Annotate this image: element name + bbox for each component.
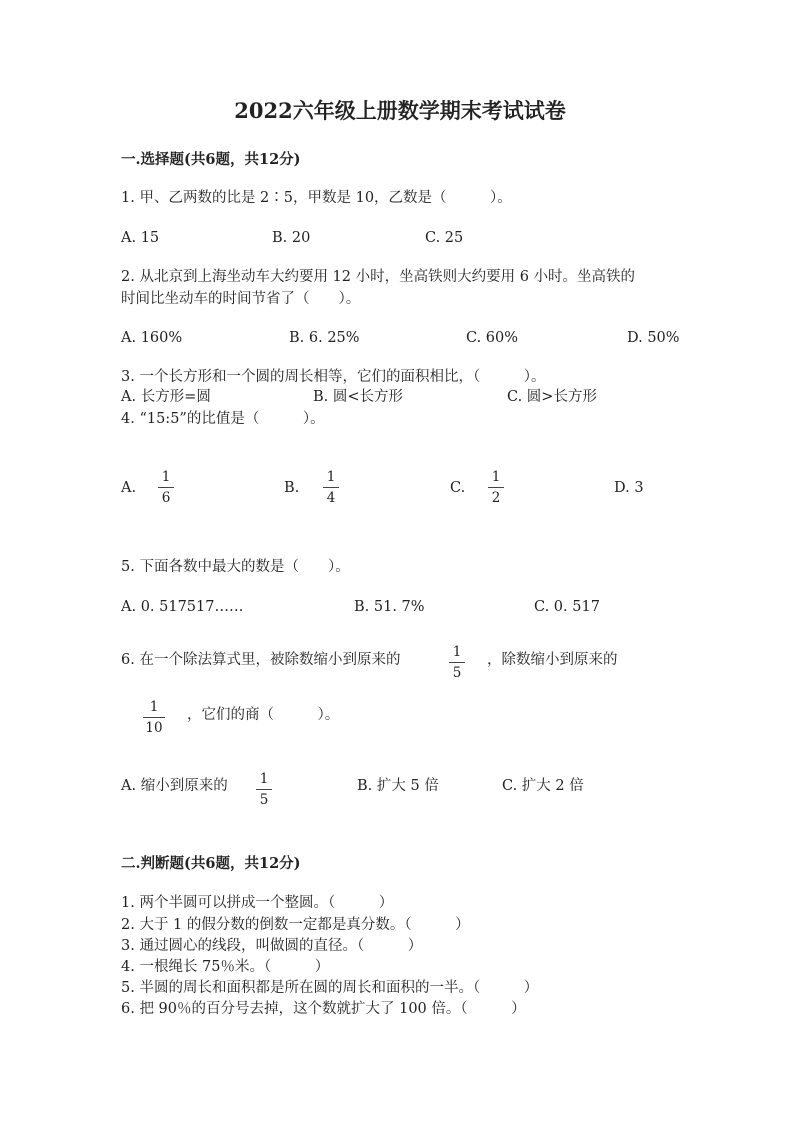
question-5-option-c: C. 0. 517: [534, 599, 600, 615]
fraction-denominator: 10: [145, 720, 163, 736]
question-5-stem: 5. 下面各数中最大的数是（ ）。: [121, 559, 350, 575]
fraction-numerator: 1: [491, 469, 501, 485]
fraction-denominator: 5: [452, 665, 462, 681]
fraction-denominator: 4: [326, 490, 336, 506]
question-4-option-c: C.: [450, 480, 466, 496]
question-4-stem: 4. “15:5”的比值是（ ）。: [121, 411, 325, 427]
question-4-fraction-c: [488, 469, 504, 506]
question-4-fraction-b: [323, 469, 339, 506]
question-2-option-b: B. 6. 25%: [289, 330, 360, 346]
question-6-fraction-a: [256, 771, 272, 808]
question-4-fraction-a: [158, 469, 174, 506]
fraction-numerator: 1: [149, 699, 159, 715]
question-3-option-c: C. 圆>长方形: [507, 389, 597, 405]
question-6-fraction-2: [143, 699, 165, 736]
fraction-numerator: 1: [452, 644, 462, 660]
question-1-option-a: A. 15: [121, 230, 160, 246]
judgement-item: 4. 一根绳长 75％米。（ ）: [121, 959, 330, 975]
section-heading-choice: 一.选择题(共6题，共12分): [121, 151, 301, 168]
judgement-item: 2. 大于 1 的假分数的倒数一定都是真分数。（ ）: [121, 917, 470, 933]
question-6-fraction-1: [449, 644, 465, 681]
question-2-option-d: D. 50%: [627, 330, 680, 346]
judgement-item: 3. 通过圆心的线段，叫做圆的直径。（ ）: [121, 938, 423, 954]
judgement-item: 5. 半圆的周长和面积都是所在圆的周长和面积的一半。（ ）: [121, 980, 539, 996]
question-4-option-a: A.: [121, 480, 137, 496]
judgement-item: 1. 两个半圆可以拼成一个整圆。（ ）: [121, 895, 394, 911]
question-3-option-b: B. 圆<长方形: [313, 389, 404, 405]
question-2-stem-line2: 时间比坐动车的时间节省了（ ）。: [121, 291, 361, 307]
fraction-denominator: 6: [161, 490, 171, 506]
question-2-option-c: C. 60%: [466, 330, 519, 346]
fraction-numerator: 1: [326, 469, 336, 485]
question-2-stem-line1: 2. 从北京到上海坐动车大约要用 12 小时，坐高铁则大约要用 6 小时。坐高铁的: [121, 269, 636, 285]
fraction-denominator: 2: [491, 490, 501, 506]
fraction-numerator: 1: [259, 771, 269, 787]
question-1-option-b: B. 20: [272, 230, 311, 246]
fraction-numerator: 1: [161, 469, 171, 485]
question-6-stem-part3: ，它们的商（ ）。: [187, 707, 340, 723]
question-6-option-c: C. 扩大 2 倍: [502, 778, 584, 794]
question-2-option-a: A. 160%: [121, 330, 183, 346]
question-6-option-b: B. 扩大 5 倍: [357, 778, 439, 794]
page-title: 2022六年级上册数学期末考试试卷: [234, 98, 566, 123]
question-6-option-a: A. 缩小到原来的: [121, 778, 228, 794]
fraction-denominator: 5: [259, 792, 269, 808]
judgement-item: 6. 把 90％的百分号去掉，这个数就扩大了 100 倍。（ ）: [121, 1001, 526, 1017]
question-5-option-a: A. 0. 517517……: [121, 599, 244, 615]
question-3-stem: 3. 一个长方形和一个圆的周长相等，它们的面积相比，（ ）。: [121, 369, 546, 385]
question-5-option-b: B. 51. 7%: [354, 599, 425, 615]
question-4-option-b: B.: [284, 480, 300, 496]
question-1-option-c: C. 25: [425, 230, 464, 246]
question-6-stem-part2: ，除数缩小到原来的: [487, 652, 618, 668]
question-6-stem-part1: 6. 在一个除法算式里，被除数缩小到原来的: [121, 652, 401, 668]
question-1-stem: 1. 甲、乙两数的比是 2∶5，甲数是 10，乙数是（ ）。: [121, 190, 512, 206]
question-4-option-d: D. 3: [614, 480, 644, 496]
section-heading-judgement: 二.判断题(共6题，共12分): [121, 855, 301, 872]
question-3-option-a: A. 长方形=圆: [121, 389, 211, 405]
